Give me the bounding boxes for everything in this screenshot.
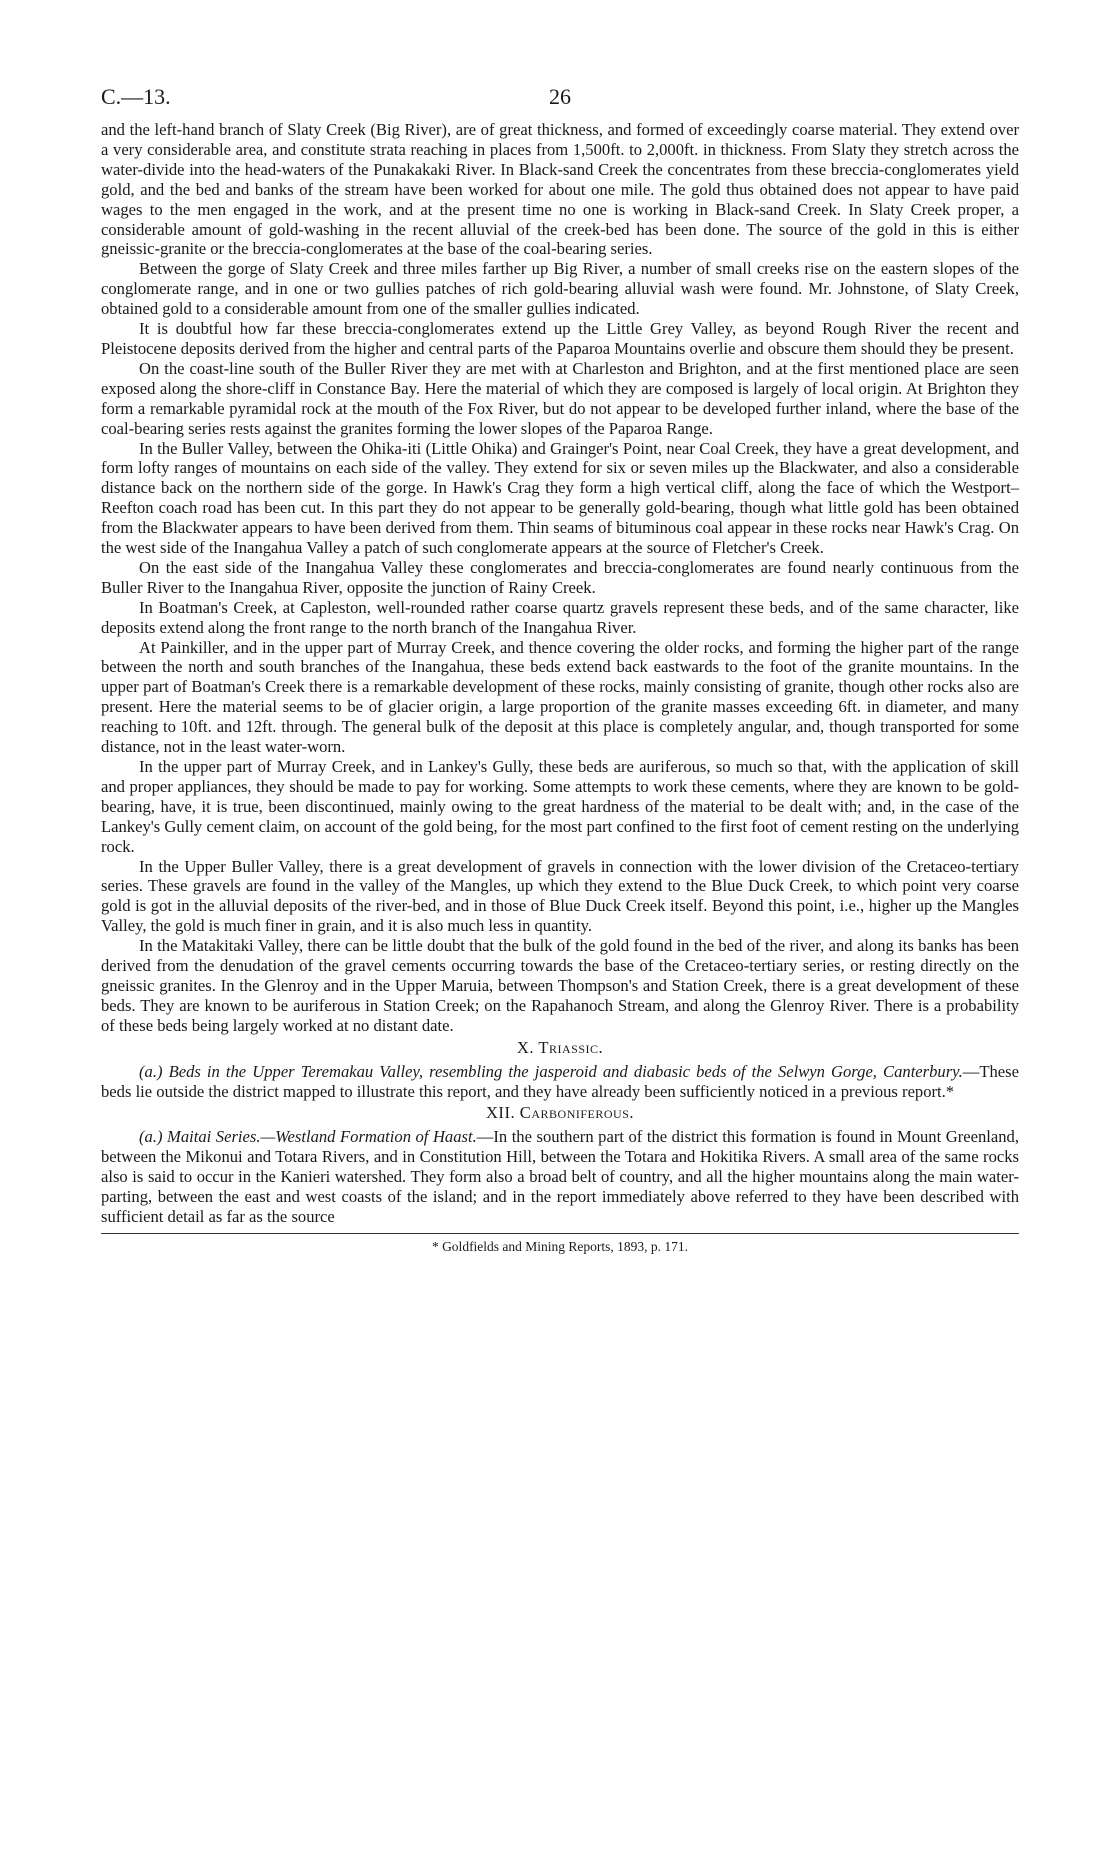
paragraph-carboniferous [101, 1127, 1019, 1227]
paragraph-9: In the upper part of Murray Creek, and in Lankey's Gully, these beds are auriferous, so much so that, with the application of skill and proper appliances, they should be made to pay for working. Some attempts to work these cements, where they are known to be gold-bearing, have, it is true, been discontinued, mainly owing to the great hardness of the material to be dealt with; and, in the case of the Lankey's Gully cement claim, on account of the gold being, for the most part confined to the first foot of cement resting on the underlying rock. [101, 757, 1019, 856]
paragraph-7: In Boatman's Creek, at Capleston, well-rounded rather coarse quartz gravels represent these beds, and of the same character, like deposits extend along the front range to the north branch of the Inangahua River. [101, 597, 1019, 637]
paragraph-6: On the east side of the Inangahua Valley these conglomerates and breccia-conglomerates are found nearly continuous from the Buller River to the Inangahua River, opposite the junction of Rainy Creek. [101, 557, 1019, 597]
carboniferous-text: —In the southern part of the district this formation is found in Mount Greenland, between the Mikonui and Totara Rivers, and in Constitution Hill, between the Totara and Hokitika Rivers. A small area of the same rocks also is said to occur in the Kanieri watershed. They form also a broad belt of country, and all the higher mountains along the main water-parting, between the east and west coasts of the island; and in the report immediately above referred to they have been described with sufficient detail as far as the source [101, 1127, 1019, 1226]
paragraph-8: At Painkiller, and in the upper part of Murray Creek, and thence covering the older rocks, and forming the higher part of the range between the north and south branches of the Inangahua, these beds extend back eastwards to the foot of the granite mountains. In the upper part of Boatman's Creek there is a remarkable development of these rocks, mainly consisting of granite, though other rocks also are present. Here the material seems to be of glacier origin, a large proportion of the granite masses exceeding 6ft. in diameter, and many reaching to 10ft. and 12ft. through. The general bulk of the deposit at this place is completely angular, and, though transported for some distance, not in the least water-worn. [101, 637, 1019, 757]
carboniferous-lead: (a.) Maitai Series.—Westland Formation of Haast. [139, 1127, 477, 1147]
paragraph-2: Between the gorge of Slaty Creek and three miles farther up Big River, a number of small creeks rise on the eastern slopes of the conglomerate range, and in one or two gullies patches of rich gold-bearing alluvial wash were found. Mr. Johnstone, of Slaty Creek, obtained gold to a considerable amount from one of the smaller gullies indicated. [101, 259, 1019, 319]
paragraph-triassic [101, 1062, 1019, 1102]
paragraph-3: It is doubtful how far these breccia-conglomerates extend up the Little Grey Valley, as beyond Rough River the recent and Pleistocene deposits derived from the higher and central parts of the Paparoa Mountains overlie and obscure them should they be present. [101, 319, 1019, 358]
page-header [101, 84, 1019, 120]
paragraph-4: On the coast-line south of the Buller River they are met with at Charleston and Brighton, and at the first mentioned place are seen exposed along the shore-cliff in Constance Bay. Here the material of which they are composed is largely of local origin. At Brighton they form a remarkable pyramidal rock at the mouth of the Fox River, but do not appear to be developed further inland, where the base of the coal-bearing series rests against the granites forming the lower slopes of the Paparoa Range. [101, 358, 1019, 438]
paragraph-5: In the Buller Valley, between the Ohika-iti (Little Ohika) and Grainger's Point, near Coal Creek, they have a great development, and form lofty ranges of mountains on each side of the valley. They extend for six or seven miles up the Blackwater, and also a considerable distance back on the northern side of the gorge. In Hawk's Crag they form a high vertical cliff, along the face of which the Westport–Reefton coach road has been cut. In this part they do not appear to be generally gold-bearing, though what little gold has been obtained from the Blackwater appears to have been derived from them. Thin seams of bituminous coal appear in these rocks near Hawk's Crag. On the west side of the Inangahua Valley a patch of such conglomerate appears at the source of Fletcher's Creek. [101, 438, 1019, 558]
footnote-divider [101, 1233, 1019, 1234]
triassic-text: —These beds lie outside the district mapped to illustrate this report, and they have already been sufficiently noticed in a previous report.* [101, 1061, 1019, 1101]
page-number: 26 [549, 84, 571, 109]
paragraph-11: In the Matakitaki Valley, there can be little doubt that the bulk of the gold found in the bed of the river, and along its banks has been derived from the denudation of the gravel cements occurring towards the base of the Cretaceo-tertiary series, or resting directly on the gneissic granites. In the Glenroy and in the Upper Maruia, between Thompson's and Station Creek, there is a great development of these beds. They are known to be auriferous in Station Creek; on the Rapahanoch Stream, and along the Glenroy River. There is a probability of these beds being largely worked at no distant date. [101, 936, 1019, 1035]
footnote: * Goldfields and Mining Reports, 1893, p. 171. [431, 1238, 689, 1254]
paragraph-1: and the left-hand branch of Slaty Creek (Big River), are of great thickness, and formed of exceedingly coarse material. They extend over a very considerable area, and constitute strata reaching in places from 1,500ft. to 2,000ft. in thickness. From Slaty they stretch across the water-divide into the head-waters of the Punakakaki River. In Black-sand Creek the concentrates from these breccia-conglomerates yield gold, and the bed and banks of the stream have been worked for about one mile. The gold thus obtained does not appear to have paid wages to the men engaged in the work, and at the present time no one is working in Black-sand Creek. In Slaty Creek proper, a considerable amount of gold-washing in the recent alluvial of the creek-bed has been done. The source of the gold in this is either gneissic-granite or the breccia-conglomerates at the base of the coal-bearing series. [101, 120, 1019, 259]
section-heading-carboniferous: XII. Carboniferous. [485, 1103, 635, 1123]
body-text [101, 120, 1019, 1227]
report-reference: C.—13. [101, 84, 171, 109]
section-heading-triassic: X. Triassic. [516, 1037, 604, 1057]
document-page [101, 84, 1019, 1255]
paragraph-10: In the Upper Buller Valley, there is a great development of gravels in connection with the lower division of the Cretaceo-tertiary series. These gravels are found in the valley of the Mangles, up which they extend to the Blue Duck Creek, to which point very coarse gold is got in the alluvial deposits of the river-bed, and in those of Blue Duck Creek itself. Beyond this point, i.e., higher up the Mangles Valley, the gold is much finer in grain, and it is also much less in quantity. [101, 856, 1019, 936]
triassic-lead: (a.) Beds in the Upper Teremakau Valley, resembling the jasperoid and diabasic beds of the Selwyn Gorge, Canterbury. [139, 1061, 963, 1081]
